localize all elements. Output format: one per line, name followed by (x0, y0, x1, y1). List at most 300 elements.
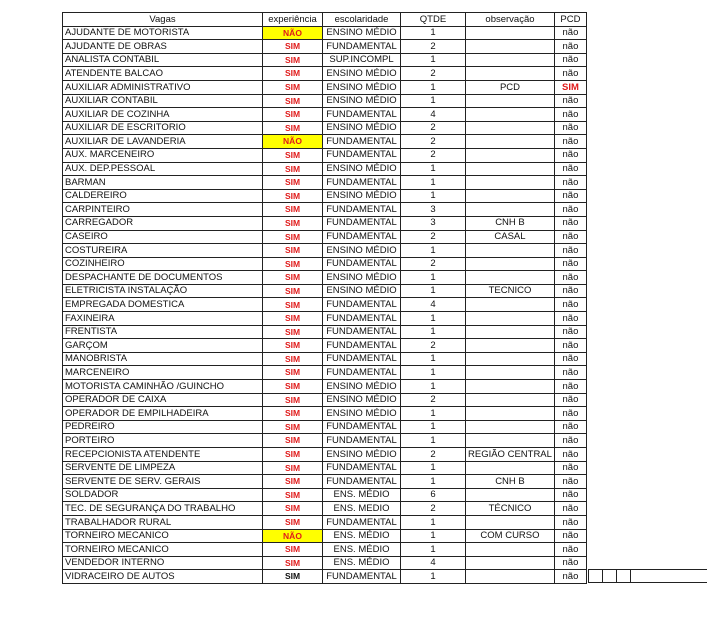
experiencia-cell: NÃO (263, 135, 323, 149)
qtde-cell: 1 (401, 543, 466, 557)
vaga-cell: AUXILIAR ADMINISTRATIVO (63, 80, 263, 94)
qtde-cell: 2 (401, 448, 466, 462)
pcd-cell: não (554, 135, 586, 149)
experiencia-cell: SIM (263, 461, 323, 475)
observacao-cell: REGIÃO CENTRAL (466, 448, 555, 462)
empty-cell (630, 569, 707, 583)
experiencia-cell: SIM (263, 203, 323, 217)
escolaridade-cell: FUNDAMENTAL (323, 461, 401, 475)
pcd-cell: não (554, 257, 586, 271)
pcd-cell: não (554, 298, 586, 312)
escolaridade-cell: ENSINO MÉDIO (323, 284, 401, 298)
pcd-cell: não (554, 40, 586, 54)
pcd-cell: não (554, 529, 586, 543)
vaga-cell: SERVENTE DE LIMPEZA (63, 461, 263, 475)
table-row (63, 488, 587, 502)
header-pcd: PCD (554, 13, 586, 27)
pcd-cell: não (554, 148, 586, 162)
observacao-cell (466, 515, 555, 529)
qtde-cell: 6 (401, 488, 466, 502)
header-qtde: QTDE (401, 13, 466, 27)
qtde-cell: 1 (401, 407, 466, 421)
table-row (63, 284, 587, 298)
experiencia-cell: SIM (263, 502, 323, 516)
escolaridade-cell: FUNDAMENTAL (323, 515, 401, 529)
vaga-cell: MARCENEIRO (63, 366, 263, 380)
pcd-cell: não (554, 556, 586, 570)
observacao-cell (466, 312, 555, 326)
vaga-cell: AUXILIAR DE LAVANDERIA (63, 135, 263, 149)
empty-cell (588, 569, 602, 583)
experiencia-cell: SIM (263, 121, 323, 135)
experiencia-cell: SIM (263, 40, 323, 54)
qtde-cell: 3 (401, 203, 466, 217)
escolaridade-cell: FUNDAMENTAL (323, 312, 401, 326)
experiencia-cell: SIM (263, 515, 323, 529)
pcd-cell: não (554, 339, 586, 353)
experiencia-cell: SIM (263, 162, 323, 176)
pcd-cell: não (554, 189, 586, 203)
table-row (63, 502, 587, 516)
pcd-cell: não (554, 325, 586, 339)
pcd-cell: não (554, 352, 586, 366)
experiencia-cell: SIM (263, 448, 323, 462)
table-row (63, 189, 587, 203)
escolaridade-cell: ENS. MÉDIO (323, 543, 401, 557)
vaga-cell: AUXILIAR CONTABIL (63, 94, 263, 108)
pcd-cell: não (554, 380, 586, 394)
pcd-cell: não (554, 26, 586, 40)
escolaridade-cell: SUP.INCOMPL (323, 53, 401, 67)
table-row (63, 230, 587, 244)
observacao-cell (466, 570, 555, 584)
vaga-cell: ELETRICISTA INSTALAÇÃO (63, 284, 263, 298)
table-row (63, 312, 587, 326)
experiencia-cell: SIM (263, 67, 323, 81)
vaga-cell: COSTUREIRA (63, 244, 263, 258)
escolaridade-cell: FUNDAMENTAL (323, 40, 401, 54)
qtde-cell: 2 (401, 339, 466, 353)
escolaridade-cell: FUNDAMENTAL (323, 135, 401, 149)
experiencia-cell: SIM (263, 488, 323, 502)
table-row (63, 420, 587, 434)
observacao-cell: COM CURSO (466, 529, 555, 543)
vaga-cell: CARREGADOR (63, 216, 263, 230)
table-row (63, 556, 587, 570)
pcd-cell: não (554, 203, 586, 217)
pcd-cell: não (554, 488, 586, 502)
observacao-cell (466, 339, 555, 353)
experiencia-cell: SIM (263, 230, 323, 244)
vaga-cell: PORTEIRO (63, 434, 263, 448)
vaga-cell: BARMAN (63, 176, 263, 190)
observacao-cell (466, 203, 555, 217)
escolaridade-cell: FUNDAMENTAL (323, 176, 401, 190)
pcd-cell: não (554, 448, 586, 462)
observacao-cell (466, 108, 555, 122)
pcd-cell: não (554, 121, 586, 135)
experiencia-cell: SIM (263, 216, 323, 230)
table-row (63, 26, 587, 40)
vaga-cell: OPERADOR DE CAIXA (63, 393, 263, 407)
experiencia-cell: SIM (263, 244, 323, 258)
table-row (63, 529, 587, 543)
table-row (63, 148, 587, 162)
observacao-cell (466, 352, 555, 366)
qtde-cell: 4 (401, 108, 466, 122)
experiencia-cell: SIM (263, 420, 323, 434)
escolaridade-cell: FUNDAMENTAL (323, 298, 401, 312)
observacao-cell (466, 135, 555, 149)
pcd-cell: não (554, 312, 586, 326)
vaga-cell: AUXILIAR DE COZINHA (63, 108, 263, 122)
observacao-cell: PCD (466, 80, 555, 94)
experiencia-cell: SIM (263, 475, 323, 489)
qtde-cell: 1 (401, 461, 466, 475)
observacao-cell (466, 380, 555, 394)
table-row (63, 515, 587, 529)
escolaridade-cell: FUNDAMENTAL (323, 148, 401, 162)
observacao-cell (466, 94, 555, 108)
vaga-cell: MANOBRISTA (63, 352, 263, 366)
vaga-cell: AUXILIAR DE ESCRITORIO (63, 121, 263, 135)
vaga-cell: RECEPCIONISTA ATENDENTE (63, 448, 263, 462)
qtde-cell: 3 (401, 216, 466, 230)
table-row (63, 339, 587, 353)
escolaridade-cell: ENSINO MÉDIO (323, 244, 401, 258)
table-row (63, 366, 587, 380)
escolaridade-cell: ENSINO MÉDIO (323, 26, 401, 40)
table-row (63, 543, 587, 557)
observacao-cell (466, 556, 555, 570)
observacao-cell (466, 67, 555, 81)
qtde-cell: 1 (401, 366, 466, 380)
observacao-cell (466, 53, 555, 67)
escolaridade-cell: FUNDAMENTAL (323, 570, 401, 584)
vaga-cell: TEC. DE SEGURANÇA DO TRABALHO (63, 502, 263, 516)
experiencia-cell: SIM (263, 407, 323, 421)
experiencia-cell: NÃO (263, 26, 323, 40)
pcd-cell: não (554, 434, 586, 448)
qtde-cell: 2 (401, 148, 466, 162)
table-row (63, 448, 587, 462)
header-experiencia: experiência (263, 13, 323, 27)
qtde-cell: 1 (401, 53, 466, 67)
pcd-cell: não (554, 543, 586, 557)
observacao-cell (466, 488, 555, 502)
vaga-cell: CASEIRO (63, 230, 263, 244)
escolaridade-cell: FUNDAMENTAL (323, 475, 401, 489)
pcd-cell: não (554, 461, 586, 475)
qtde-cell: 1 (401, 284, 466, 298)
observacao-cell: CNH B (466, 216, 555, 230)
escolaridade-cell: FUNDAMENTAL (323, 257, 401, 271)
table-row (63, 203, 587, 217)
observacao-cell (466, 148, 555, 162)
table-row (63, 461, 587, 475)
header-observacao: observação (466, 13, 555, 27)
escolaridade-cell: ENSINO MÉDIO (323, 67, 401, 81)
pcd-cell: não (554, 176, 586, 190)
experiencia-cell: SIM (263, 94, 323, 108)
escolaridade-cell: ENS. MEDIO (323, 502, 401, 516)
experiencia-cell: SIM (263, 393, 323, 407)
observacao-cell (466, 461, 555, 475)
escolaridade-cell: ENSINO MÉDIO (323, 162, 401, 176)
pcd-cell: não (554, 420, 586, 434)
experiencia-cell: SIM (263, 380, 323, 394)
experiencia-cell: SIM (263, 80, 323, 94)
table-row (63, 298, 587, 312)
vaga-cell: PEDREIRO (63, 420, 263, 434)
qtde-cell: 1 (401, 570, 466, 584)
table-row (63, 135, 587, 149)
experiencia-cell: SIM (263, 176, 323, 190)
qtde-cell: 2 (401, 135, 466, 149)
experiencia-cell: SIM (263, 352, 323, 366)
experiencia-cell: SIM (263, 298, 323, 312)
pcd-cell: não (554, 244, 586, 258)
qtde-cell: 2 (401, 502, 466, 516)
trailing-empty-cells (588, 569, 707, 581)
observacao-cell (466, 26, 555, 40)
experiencia-cell: NÃO (263, 529, 323, 543)
empty-cell (602, 569, 616, 583)
vaga-cell: EMPREGADA DOMESTICA (63, 298, 263, 312)
escolaridade-cell: FUNDAMENTAL (323, 216, 401, 230)
qtde-cell: 2 (401, 393, 466, 407)
pcd-cell: não (554, 271, 586, 285)
job-vacancies-table (62, 12, 587, 584)
vaga-cell: TORNEIRO MECANICO (63, 529, 263, 543)
vaga-cell: VIDRACEIRO DE AUTOS (63, 570, 263, 584)
experiencia-cell: SIM (263, 257, 323, 271)
escolaridade-cell: ENSINO MÉDIO (323, 121, 401, 135)
vaga-cell: FRENTISTA (63, 325, 263, 339)
table-row (63, 257, 587, 271)
header-row (63, 13, 587, 27)
experiencia-cell: SIM (263, 53, 323, 67)
vaga-cell: CARPINTEIRO (63, 203, 263, 217)
vaga-cell: SOLDADOR (63, 488, 263, 502)
vaga-cell: VENDEDOR INTERNO (63, 556, 263, 570)
experiencia-cell: SIM (263, 271, 323, 285)
escolaridade-cell: ENSINO MÉDIO (323, 380, 401, 394)
vaga-cell: OPERADOR DE EMPILHADEIRA (63, 407, 263, 421)
table-row (63, 121, 587, 135)
observacao-cell (466, 40, 555, 54)
pcd-cell: não (554, 475, 586, 489)
table-row (63, 475, 587, 489)
qtde-cell: 2 (401, 257, 466, 271)
qtde-cell: 2 (401, 121, 466, 135)
qtde-cell: 1 (401, 271, 466, 285)
qtde-cell: 1 (401, 176, 466, 190)
escolaridade-cell: FUNDAMENTAL (323, 230, 401, 244)
vaga-cell: AUX. MARCENEIRO (63, 148, 263, 162)
table-row (63, 271, 587, 285)
experiencia-cell: SIM (263, 148, 323, 162)
table-row (63, 244, 587, 258)
experiencia-cell: SIM (263, 366, 323, 380)
header-vagas: Vagas (63, 13, 263, 27)
table-row (63, 80, 587, 94)
qtde-cell: 1 (401, 312, 466, 326)
pcd-cell: SIM (554, 80, 586, 94)
escolaridade-cell: ENSINO MÉDIO (323, 448, 401, 462)
table-row (63, 108, 587, 122)
vaga-cell: AJUDANTE DE MOTORISTA (63, 26, 263, 40)
escolaridade-cell: ENSINO MÉDIO (323, 189, 401, 203)
table-row (63, 53, 587, 67)
qtde-cell: 1 (401, 189, 466, 203)
table-row (63, 176, 587, 190)
pcd-cell: não (554, 502, 586, 516)
observacao-cell (466, 393, 555, 407)
experiencia-cell: SIM (263, 556, 323, 570)
experiencia-cell: SIM (263, 108, 323, 122)
pcd-cell: não (554, 53, 586, 67)
header-escolaridade: escolaridade (323, 13, 401, 27)
qtde-cell: 1 (401, 515, 466, 529)
qtde-cell: 4 (401, 556, 466, 570)
vaga-cell: TORNEIRO MECANICO (63, 543, 263, 557)
escolaridade-cell: ENS. MÉDIO (323, 556, 401, 570)
escolaridade-cell: FUNDAMENTAL (323, 325, 401, 339)
pcd-cell: não (554, 108, 586, 122)
vaga-cell: AJUDANTE DE OBRAS (63, 40, 263, 54)
vaga-cell: SERVENTE DE SERV. GERAIS (63, 475, 263, 489)
observacao-cell (466, 543, 555, 557)
observacao-cell: TECNICO (466, 284, 555, 298)
observacao-cell: CNH B (466, 475, 555, 489)
qtde-cell: 1 (401, 94, 466, 108)
observacao-cell (466, 244, 555, 258)
observacao-cell (466, 434, 555, 448)
vaga-cell: AUX. DEP.PESSOAL (63, 162, 263, 176)
qtde-cell: 1 (401, 352, 466, 366)
experiencia-cell: SIM (263, 570, 323, 584)
qtde-cell: 1 (401, 325, 466, 339)
table-row (63, 40, 587, 54)
observacao-cell (466, 325, 555, 339)
vaga-cell: TRABALHADOR RURAL (63, 515, 263, 529)
empty-cell (616, 569, 630, 583)
escolaridade-cell: FUNDAMENTAL (323, 108, 401, 122)
experiencia-cell: SIM (263, 339, 323, 353)
experiencia-cell: SIM (263, 312, 323, 326)
pcd-cell: não (554, 94, 586, 108)
table-row (63, 352, 587, 366)
vaga-cell: GARÇOM (63, 339, 263, 353)
escolaridade-cell: ENS. MÉDIO (323, 488, 401, 502)
table-row (63, 393, 587, 407)
escolaridade-cell: FUNDAMENTAL (323, 203, 401, 217)
escolaridade-cell: ENSINO MÉDIO (323, 407, 401, 421)
experiencia-cell: SIM (263, 434, 323, 448)
table-row (63, 570, 587, 584)
table-row (63, 216, 587, 230)
observacao-cell (466, 257, 555, 271)
observacao-cell: TÉCNICO (466, 502, 555, 516)
table-row (63, 434, 587, 448)
experiencia-cell: SIM (263, 284, 323, 298)
escolaridade-cell: ENSINO MÉDIO (323, 94, 401, 108)
pcd-cell: não (554, 284, 586, 298)
qtde-cell: 1 (401, 162, 466, 176)
qtde-cell: 1 (401, 434, 466, 448)
pcd-cell: não (554, 216, 586, 230)
escolaridade-cell: ENSINO MÉDIO (323, 80, 401, 94)
observacao-cell (466, 121, 555, 135)
observacao-cell (466, 176, 555, 190)
pcd-cell: não (554, 407, 586, 421)
qtde-cell: 2 (401, 40, 466, 54)
escolaridade-cell: ENSINO MÉDIO (323, 271, 401, 285)
pcd-cell: não (554, 366, 586, 380)
pcd-cell: não (554, 393, 586, 407)
pcd-cell: não (554, 515, 586, 529)
vaga-cell: ATENDENTE BALCAO (63, 67, 263, 81)
table-row (63, 94, 587, 108)
pcd-cell: não (554, 67, 586, 81)
table-row (63, 67, 587, 81)
pcd-cell: não (554, 162, 586, 176)
observacao-cell (466, 298, 555, 312)
observacao-cell (466, 162, 555, 176)
escolaridade-cell: FUNDAMENTAL (323, 420, 401, 434)
qtde-cell: 1 (401, 26, 466, 40)
observacao-cell (466, 366, 555, 380)
escolaridade-cell: FUNDAMENTAL (323, 434, 401, 448)
vaga-cell: DESPACHANTE DE DOCUMENTOS (63, 271, 263, 285)
vaga-cell: MOTORISTA CAMINHÃO /GUINCHO (63, 380, 263, 394)
vaga-cell: ANALISTA CONTABIL (63, 53, 263, 67)
observacao-cell: CASAL (466, 230, 555, 244)
observacao-cell (466, 189, 555, 203)
vaga-cell: FAXINEIRA (63, 312, 263, 326)
escolaridade-cell: FUNDAMENTAL (323, 366, 401, 380)
observacao-cell (466, 407, 555, 421)
qtde-cell: 1 (401, 80, 466, 94)
escolaridade-cell: ENS. MÉDIO (323, 529, 401, 543)
qtde-cell: 1 (401, 380, 466, 394)
pcd-cell: não (554, 570, 586, 584)
qtde-cell: 2 (401, 67, 466, 81)
pcd-cell: não (554, 230, 586, 244)
table-row (63, 380, 587, 394)
qtde-cell: 1 (401, 529, 466, 543)
qtde-cell: 1 (401, 244, 466, 258)
qtde-cell: 1 (401, 420, 466, 434)
experiencia-cell: SIM (263, 325, 323, 339)
vaga-cell: CALDEREIRO (63, 189, 263, 203)
table-row (63, 325, 587, 339)
escolaridade-cell: FUNDAMENTAL (323, 339, 401, 353)
escolaridade-cell: ENSINO MÉDIO (323, 393, 401, 407)
observacao-cell (466, 271, 555, 285)
vaga-cell: COZINHEIRO (63, 257, 263, 271)
observacao-cell (466, 420, 555, 434)
experiencia-cell: SIM (263, 543, 323, 557)
qtde-cell: 4 (401, 298, 466, 312)
experiencia-cell: SIM (263, 189, 323, 203)
table-row (63, 162, 587, 176)
table-row (63, 407, 587, 421)
qtde-cell: 2 (401, 230, 466, 244)
qtde-cell: 1 (401, 475, 466, 489)
escolaridade-cell: FUNDAMENTAL (323, 352, 401, 366)
